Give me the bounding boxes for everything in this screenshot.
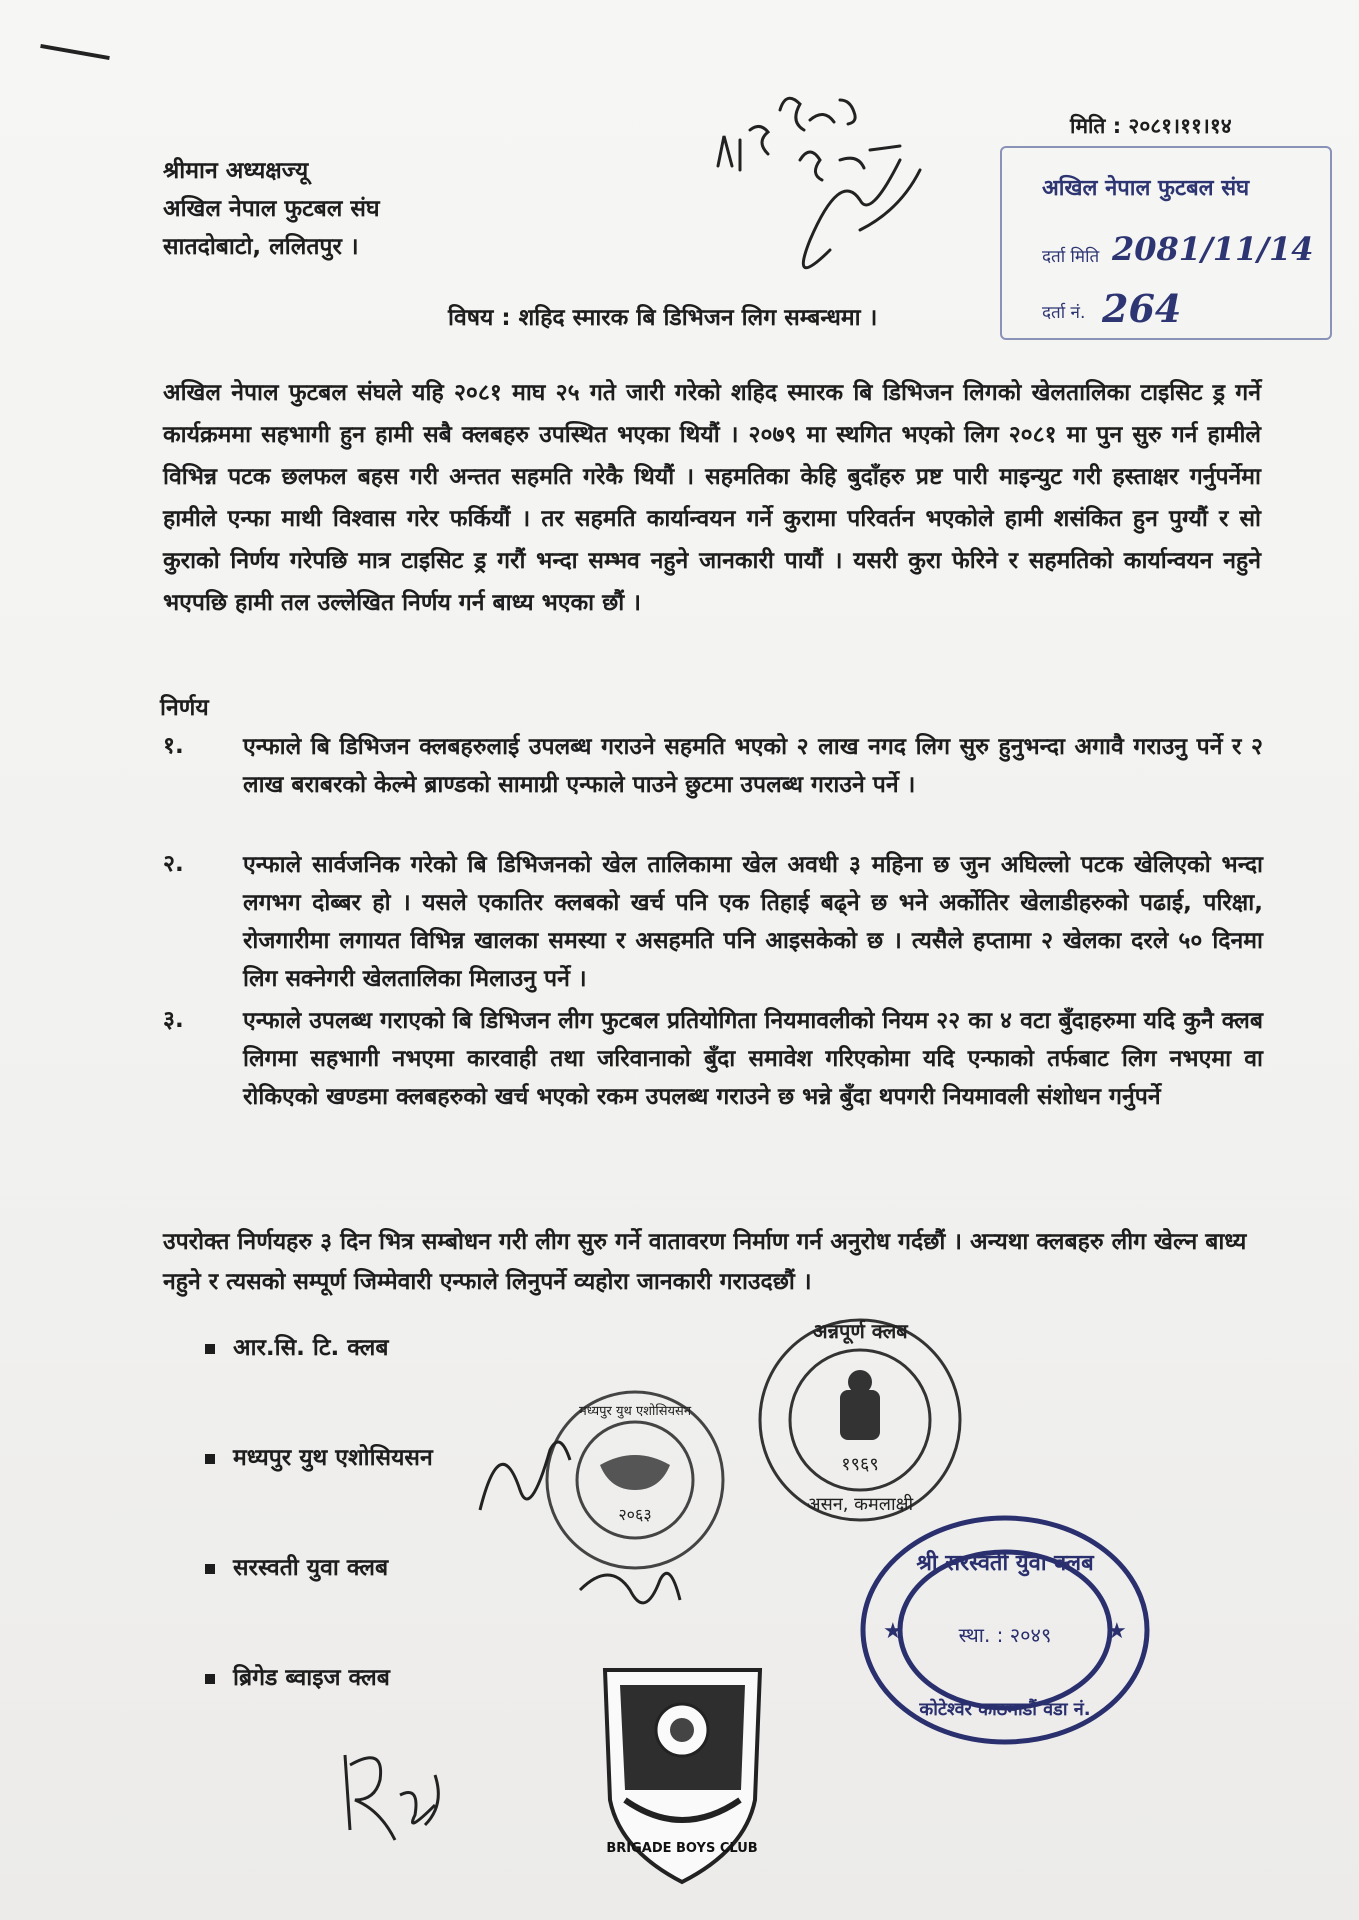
madhyapur-seal-year: २०६३ (618, 1505, 652, 1524)
letter-date: मिति : २०८१।११।१४ (1070, 114, 1232, 138)
recipient-line: सातदोबाटो, ललितपुर । (163, 234, 359, 260)
annapurna-seal-place: असन, कमलाक्षी (806, 1494, 914, 1515)
decision-number: १. (163, 733, 184, 759)
bullet-icon (205, 1564, 215, 1574)
star-icon: ★ (1107, 1619, 1127, 1644)
stamp-org-name: अखिल नेपाल फुटबल संघ (1042, 176, 1250, 201)
club-name: आर.सि. टि. क्लब (233, 1335, 389, 1361)
annapurna-seal-title: अन्नपूर्ण क्लब (812, 1319, 908, 1343)
decision-number: २. (163, 851, 184, 877)
club-item (205, 1440, 433, 1472)
letter-body: अखिल नेपाल फुटबल संघले यहि २०८१ माघ २५ गते जारी गरेको शहिद स्मारक बि डिभिजन लिगको खेलतालिका टाइसिट ड्र गर्ने कार्यक्रममा सहभागी हुन हामी सबै क्लबहरु उपस्थित भएका थियौं । २०७९ मा स्थगित भएको लिग २०८१ मा पुन सुरु गर्न हामीले विभिन्न पटक छलफल बहस गरी अन्तत सहमति गरेकै थियौं । सहमतिका केहि बुदाँहरु प्रष्ट पारी माइन्युट गरी हस्ताक्षर गर्नुपर्नेमा हामीले एन्फा माथी विश्वास गरेर फर्कियौं । तर सहमति कार्यान्वयन गर्ने कुरामा परिवर्तन भएकोले हामी शसंकित हुन पुग्यौं र सो कुराको निर्णय गरेपछि मात्र टाइसिट ड्र गरौं भन्दा सम्भव नहुने जानकारी पायौं । यसरी कुरा फेरिने र सहमतिको कार्यान्वयन नहुने भएपछि हामी तल उल्लेखित निर्णय गर्न बाध्य भएका छौं । (163, 380, 1261, 616)
saraswati-seal-established: स्था. : २०४९ (958, 1623, 1052, 1647)
annapurna-seal-year: १९६९ (841, 1454, 879, 1475)
signature (570, 1550, 690, 1650)
received-stamp (1000, 146, 1332, 340)
recipient-address (163, 152, 380, 266)
star-icon: ★ (883, 1619, 903, 1644)
bullet-icon (205, 1344, 215, 1354)
club-name: सरस्वती युवा क्लब (233, 1555, 389, 1581)
recipient-line: अखिल नेपाल फुटबल संघ (163, 196, 380, 222)
decision-text: एन्फाले सार्वजनिक गरेको बि डिभिजनको खेल तालिकामा खेल अवधी ३ महिना छ जुन अघिल्लो पटक खेलिएको भन्दा लगभग दोब्बर हो । यसले एकातिर क्लबको खर्च पनि एक तिहाई बढ्ने छ भने अर्कोतिर खेलाडीहरुको पढाई, परिक्षा, रोजगारीमा लगायत विभिन्न खालका समस्या र असहमति पनि आइसकेको छ । त्यसैले हप्तामा २ खेलका दरले ५० दिनमा लिग सक्नेगरी खेलतालिका मिलाउनु पर्ने । (243, 852, 1263, 992)
decision-number: ३. (163, 1007, 184, 1033)
saraswati-club-seal (855, 1510, 1155, 1750)
bullet-icon (205, 1674, 215, 1684)
corner-pen-mark (40, 44, 110, 60)
letter-subject: विषय : शहिद स्मारक बि डिभिजन लिग सम्बन्धमा । (448, 305, 878, 331)
brigade-boys-club-logo (595, 1650, 770, 1890)
club-name: ब्रिगेड ब्वाइज क्लब (233, 1665, 390, 1691)
saraswati-seal-place: कोटेश्वर काठमाडौं वडा नं. (919, 1699, 1091, 1720)
club-item (205, 1550, 388, 1582)
handwritten-forwarding-note (710, 80, 950, 280)
decisions-heading: निर्णय (160, 695, 209, 721)
brigade-logo-text: BRIGADE BOYS CLUB (606, 1841, 758, 1856)
signature (470, 1420, 580, 1530)
club-name: मध्यपुर युथ एशोसियसन (233, 1445, 433, 1471)
saraswati-seal-title: श्री सरस्वती युवा क्लब (916, 1551, 1094, 1576)
stamp-registration-date: 2081/11/14 (1112, 230, 1314, 268)
recipient-line: श्रीमान अध्यक्षज्यू (163, 158, 309, 184)
signature (335, 1735, 475, 1845)
stamp-number: 264 (1102, 286, 1182, 331)
decision-text: एन्फाले बि डिभिजन क्लबहरुलाई उपलब्ध गराउने सहमति भएको २ लाख नगद लिग सुरु हुनुभन्दा अगावै गराउनु पर्ने र २ लाख बराबरको केल्मे ब्राण्डको सामाग्री एन्फाले पाउने छुटमा उपलब्ध गराउने पर्ने । (243, 734, 1263, 798)
bullet-icon (205, 1454, 215, 1464)
stamp-number-label: दर्ता नं. (1042, 303, 1086, 323)
decision-text: एन्फाले उपलब्ध गराएको बि डिभिजन लीग फुटबल प्रतियोगिता नियमावलीको नियम २२ का ४ वटा बुँदाहरुमा यदि कुनै क्लब लिगमा सहभागी नभएमा कारवाही तथा जरिवानाको बुँदा समावेश गरिएकोमा यदि एन्फाको तर्फबाट लिग नभएमा वा रोकिएको खण्डमा क्लबहरुको खर्च भएको रकम उपलब्ध गराउने छ भन्ने बुँदा थपगरी नियमावली संशोधन गर्नुपर्ने (243, 1008, 1263, 1110)
annapurna-club-seal (730, 1300, 990, 1530)
stamp-registration-label: दर्ता मिति (1042, 247, 1100, 267)
club-item (205, 1660, 390, 1692)
madhyapur-seal-title: मध्यपुर युथ एशोसियसन (578, 1404, 692, 1419)
request-paragraph: उपरोक्त निर्णयहरु ३ दिन भित्र सम्बोधन गरी लीग सुरु गर्ने वातावरण निर्माण गर्न अनुरोध गर्दछौं । अन्यथा क्लबहरु लीग खेल्न बाध्य नहुने र त्यसको सम्पूर्ण जिम्मेवारी एन्फाले लिनुपर्ने व्यहोरा जानकारी गराउदछौं । (163, 1229, 1247, 1295)
club-item (205, 1330, 388, 1362)
